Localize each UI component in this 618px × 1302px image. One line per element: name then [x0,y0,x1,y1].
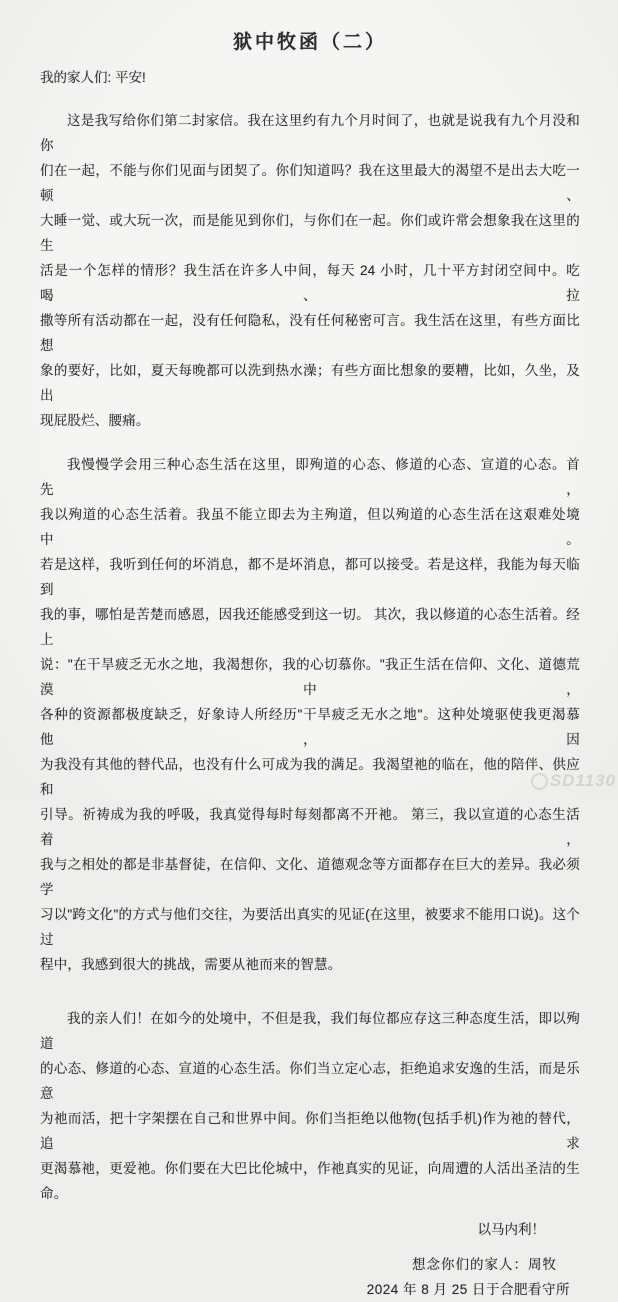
body-line: 这是我写给你们第二封家信。我在这里约有九个月时间了，也就是说我有九个月没和你 [40,113,580,153]
body-line: 我的亲人们！在如今的处境中，不但是我，我们每位都应存这三种态度生活，即以殉道 [40,1011,580,1051]
body-line: 引导。祈祷成为我的呼吸，我真觉得每时每刻都离不开祂。 第三，我以宣道的心态生活着， [40,807,580,847]
body-line: 我以殉道的心态生活着。我虽不能立即去为主殉道，但以殉道的心态生活在这艰难处境中。 [40,507,580,547]
salutation: 我的家人们: 平安! [40,70,146,85]
signature-line: 想念你们的家人：周牧 [412,1257,557,1272]
body-line: 我慢慢学会用三种心态生活在这里，即殉道的心态、修道的心态、宣道的心态。首先， [40,457,580,497]
body-line: 我的事，哪怕是苦楚而感恩，因我还能感受到这一切。 其次，我以修道的心态生活着。经上 [40,607,580,647]
page-title: 狱中牧函（二） [232,32,387,53]
body-line: 为我没有其他的替代品，也没有什么可成为我的满足。我渴望祂的临在，他的陪伴、供应和 [40,757,580,797]
paragraph-3 [40,1006,580,1206]
body-line: 若是这样，我听到任何的坏消息，都不是坏消息，都可以接受。若是这样，我能为每天临到 [40,557,580,597]
date-line: 2024 年 8 月 25 日于合肥看守所 [366,1282,570,1297]
body-line: 撒等所有活动都在一起，没有任何隐私，没有任何秘密可言。我生活在这里，有些方面比想 [40,313,580,353]
body-line: 的心态、修道的心态、宣道的心态生活。你们当立定心志，拒绝追求安逸的生活，而是乐意 [40,1061,580,1101]
paragraph-1 [40,108,580,433]
body-line: 我与之相处的都是非基督徒，在信仰、文化、道德观念等方面都存在巨大的差异。我必须学 [40,857,580,897]
body-line: 象的要好，比如，夏天每晚都可以洗到热水澡；有些方面比想象的要糟，比如，久坐，及出 [40,363,580,403]
watermark-logo-icon [531,773,548,790]
body-line: 程中，我感到很大的挑战，需要从祂而来的智慧。 [40,957,342,972]
watermark [531,771,616,791]
body-line: 大睡一觉、或大玩一次，而是能见到你们，与你们在一起。你们或许常会想象我在这里的生 [40,213,580,253]
body-line: 现屁股烂、腰痛。 [40,413,150,428]
body-line: 说："在干旱疲乏无水之地，我渴想你，我的心切慕你。"我正生活在信仰、文化、道德荒漠中， [40,657,580,697]
body-line: 各种的资源都极度缺乏，好象诗人所经历"干旱疲乏无水之地"。这种处境驱使我更渴慕他，因 [40,707,580,747]
paragraph-2 [40,452,580,977]
body-line: 为祂而活，把十字架摆在自己和世界中间。你们当拒绝以他物(包括手机)作为祂的替代，追求 [40,1111,580,1151]
watermark-text: SD1130 [549,771,616,790]
closing-emmanuel: 以马内利！ [477,1222,545,1237]
body-line: 活是一个怎样的情形？我生活在许多人中间，每天 24 小时，几十平方封闭空间中。吃喝、拉 [40,263,580,303]
body-line: 们在一起，不能与你们见面与团契了。你们知道吗？我在这里最大的渴望不是出去大吃一顿、 [40,163,580,203]
body-line: 习以"跨文化"的方式与他们交往，为要活出真实的见证(在这里，被要求不能用口说)。这个过 [40,907,580,947]
body-line: 更渴慕祂，更爱祂。你们要在大巴比伦城中，作祂真实的见证，向周遭的人活出圣洁的生命。 [40,1161,580,1201]
